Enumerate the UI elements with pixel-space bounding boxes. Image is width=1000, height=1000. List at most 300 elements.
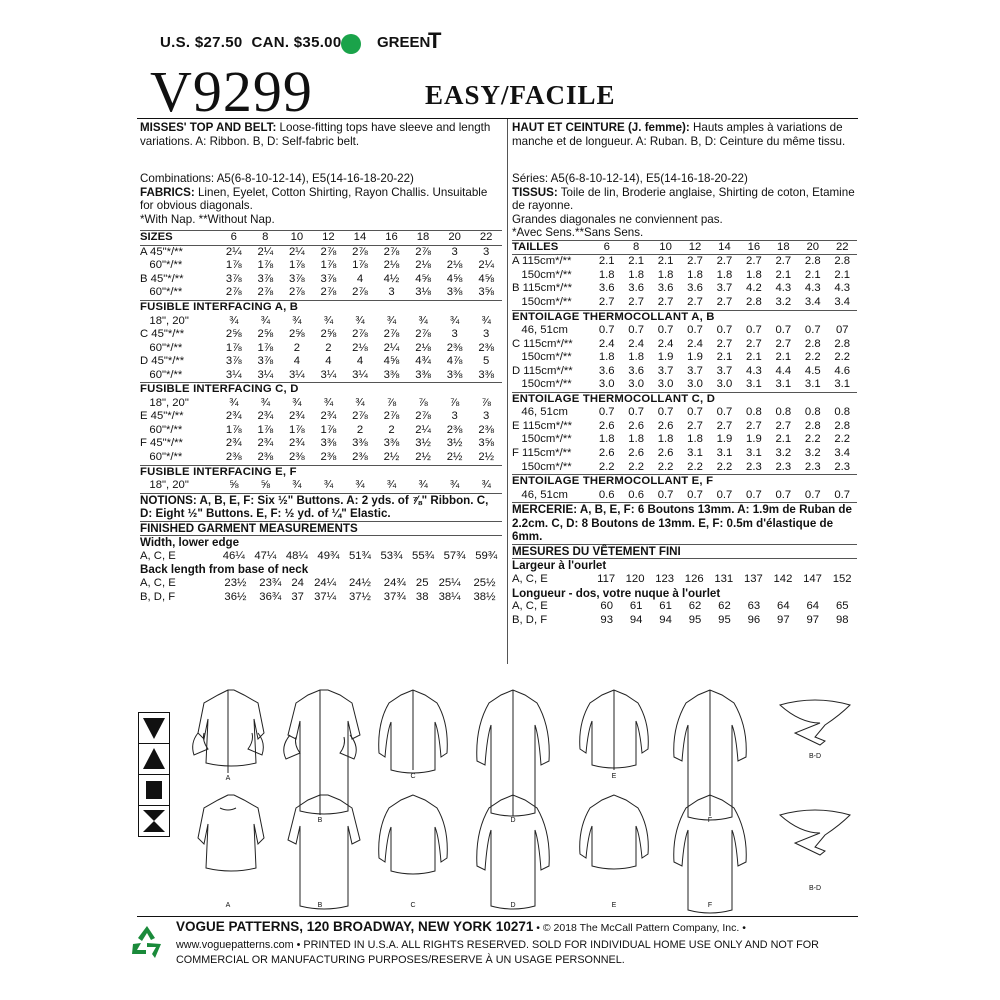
cell-value: ¾ [292, 396, 302, 409]
cell-value: 2.8 [834, 337, 851, 350]
cell-value: 2.7 [716, 419, 733, 432]
cell-value: 3⅞ [257, 272, 274, 285]
cell-value: 3.0 [598, 378, 615, 391]
row-label: 46, 51cm [512, 488, 568, 501]
row-label: 18", 20" [140, 314, 189, 327]
cell-value: 2⅛ [446, 259, 463, 272]
nap-note-fr: *Avec Sens.**Sans Sens. [512, 226, 644, 240]
table-row [512, 255, 857, 269]
cell-value: 97 [777, 613, 790, 626]
column-divider [507, 119, 508, 664]
cell-value: 4⅝ [478, 272, 495, 285]
cell-value: 3⅜ [383, 368, 400, 381]
width-title-fr: Largeur à l'ourlet [512, 559, 607, 573]
cell-value: 2½ [446, 451, 463, 464]
cell-value: 2.6 [628, 419, 645, 432]
view-a-back [198, 795, 264, 871]
width-table [140, 550, 502, 564]
table-row [512, 282, 857, 296]
cell-value: 3⅞ [225, 272, 242, 285]
cell-value: 1.8 [628, 433, 645, 446]
cell-value: ⅞ [449, 396, 460, 409]
row-label: 60"*/** [140, 368, 183, 381]
table-row [512, 351, 857, 365]
size-header: 20 [798, 240, 827, 255]
cell-value: 2⅞ [289, 286, 305, 299]
table-header [512, 240, 857, 255]
cell-value: 3.1 [746, 378, 762, 391]
cell-value: 2¾ [289, 437, 305, 450]
cell-value: 2.2 [804, 433, 821, 446]
english-column [140, 121, 502, 604]
row-label: C 45"*/** [140, 328, 185, 341]
view-label: D [510, 817, 516, 824]
header-label: SIZES [140, 231, 218, 246]
cell-value: 0.7 [716, 406, 733, 419]
cell-value: 3¼ [257, 368, 274, 381]
row-label: D 115cm*/** [512, 364, 573, 377]
yardage-table [140, 230, 502, 492]
cell-value: 4.6 [834, 364, 851, 377]
cell-value: 2⅛ [415, 341, 431, 354]
row-label: 60"*/** [140, 259, 183, 272]
table-row [512, 365, 857, 379]
cell-value: 4 [356, 355, 364, 368]
cell-value: 65 [835, 600, 849, 613]
cell-value: 2.2 [834, 351, 851, 364]
cell-value: 1.8 [598, 351, 615, 364]
cell-value: 94 [629, 613, 643, 626]
cell-value: 2.7 [775, 255, 792, 268]
cell-value: 4.5 [804, 364, 821, 377]
cell-value: 2.2 [657, 460, 674, 473]
cell-value: 4.4 [775, 364, 792, 377]
cell-value: 2¾ [257, 410, 274, 423]
cell-value: ¾ [418, 314, 428, 327]
cell-value: 24 [291, 576, 304, 589]
row-label: A 115cm*/** [512, 255, 572, 268]
cell-value: 3½ [446, 437, 463, 450]
description-title: MISSES' TOP AND BELT: [140, 121, 277, 134]
table-row [512, 406, 857, 420]
cell-value: 120 [625, 572, 645, 585]
cell-value: 3.6 [657, 282, 674, 295]
view-a-front [193, 690, 264, 773]
cell-value: 25¼ [438, 576, 461, 589]
section-row [512, 475, 857, 489]
view-b-back [288, 795, 360, 909]
cell-value: 137 [743, 572, 763, 585]
cell-value: ¾ [355, 314, 365, 327]
cell-value: 4.3 [834, 282, 851, 295]
cell-value: 1.8 [598, 433, 615, 446]
cell-value: 2⅞ [383, 245, 400, 258]
cell-value: 0.7 [804, 324, 821, 337]
cell-value: 2¾ [289, 410, 305, 423]
cell-value: 2.1 [834, 268, 851, 281]
cell-value: 2⅜ [352, 451, 368, 464]
cell-value: 2⅝ [320, 328, 337, 341]
cell-value: 2.7 [746, 337, 762, 350]
row-label: 60"*/** [140, 286, 183, 299]
publisher-line [176, 919, 746, 934]
row-label: 150cm*/** [512, 433, 572, 446]
cell-value: 123 [655, 572, 675, 585]
table-row [140, 355, 502, 369]
cell-value: 0.7 [598, 406, 615, 419]
cell-value: 152 [832, 572, 852, 585]
table-row [140, 273, 502, 287]
table-row [512, 461, 857, 475]
cell-value: 3.6 [598, 282, 615, 295]
back-length-title: Back length from base of neck [140, 563, 309, 577]
row-label: 60"*/** [140, 423, 183, 436]
cell-value: 2½ [478, 451, 495, 464]
cell-value: 63 [747, 600, 761, 613]
cell-value: 2.7 [687, 255, 703, 268]
table-header [140, 231, 502, 246]
cell-value: 1⅞ [320, 259, 337, 272]
row-label: B 45"*/** [140, 272, 184, 285]
row-label: E 45"*/** [140, 410, 184, 423]
cell-value: 2¼ [478, 259, 495, 272]
cell-value: 147 [803, 572, 822, 585]
french-column [512, 121, 857, 627]
cell-value: 2.1 [657, 255, 674, 268]
cell-value: 3⅜ [352, 437, 368, 450]
cell-value: 60 [600, 600, 613, 613]
cell-value: 2.4 [687, 337, 703, 350]
cell-value: 2¾ [225, 410, 242, 423]
cell-value: 2 [356, 423, 364, 436]
cell-value: 4.3 [746, 364, 762, 377]
cell-value: 2⅜ [320, 451, 337, 464]
row-label: F 45"*/** [140, 437, 183, 450]
table-row [512, 600, 857, 614]
cell-value: 4¾ [415, 355, 431, 368]
cell-value: 1⅞ [225, 259, 242, 272]
cell-value: 2⅜ [225, 451, 242, 464]
tissus-text: Toile de lin, Broderie anglaise, Shirting de coton, Etamine de rayonne. [512, 185, 855, 213]
cell-value: ¾ [229, 396, 239, 409]
row-label: 60"*/** [140, 451, 183, 464]
cell-value: 1⅞ [225, 423, 242, 436]
cell-value: 3.1 [687, 447, 703, 460]
table-row [140, 315, 502, 329]
table-row [140, 245, 502, 259]
cell-value: 2⅞ [352, 286, 368, 299]
color-dot [341, 34, 361, 54]
view-label: C [410, 773, 416, 780]
cell-value: 2¾ [225, 437, 242, 450]
description [140, 121, 502, 148]
section-row [512, 310, 857, 324]
table-row [140, 437, 502, 451]
cell-value: 3.2 [804, 447, 821, 460]
cell-value: 2.3 [834, 460, 851, 473]
cell-value: 3¼ [289, 368, 305, 381]
cell-value: 2 [325, 341, 332, 354]
nap-note: *With Nap. **Without Nap. [140, 212, 275, 226]
cell-value: 2.2 [834, 433, 851, 446]
size-header: 6 [218, 231, 250, 246]
section-title: ENTOILAGE THERMOCOLLANT A, B [512, 310, 857, 324]
cell-value: 3.0 [657, 378, 674, 391]
cell-value: ¾ [323, 314, 334, 327]
cell-value: 2.2 [804, 351, 821, 364]
description-fr-text: Hauts amples à variations de manche et de longueur. A: Ruban. B, D: Ceinture du même tissu. [512, 121, 846, 148]
cell-value: 3¼ [320, 368, 337, 381]
section-title: ENTOILAGE THERMOCOLLANT E, F [512, 475, 857, 489]
hourglass-icon [139, 806, 169, 836]
cell-value: 98 [835, 613, 849, 626]
size-header: 16 [376, 231, 408, 246]
table-row [140, 286, 502, 300]
recycle-icon [127, 924, 167, 962]
cell-value: 37 [291, 590, 304, 603]
cell-value: 2.1 [598, 255, 615, 268]
mercerie: MERCERIE: A, B, E, F: 6 Boutons 13mm. A: 1.9m de Ruban de 2.2cm. C, D: 8 Boutons de 13mm. E, F: 0.5m d'élastique de 6mm. [512, 503, 852, 544]
cell-value: 3 [483, 410, 490, 423]
size-header: 16 [739, 240, 768, 255]
cell-value: 2¼ [383, 341, 400, 354]
tissus-title: TISSUS: [512, 185, 558, 199]
cell-value: 07 [835, 324, 849, 337]
cell-value: ⅞ [481, 396, 491, 409]
cell-value: 3⅛ [415, 286, 431, 299]
cell-value: 2.7 [687, 419, 703, 432]
cell-value: 2.7 [628, 296, 645, 309]
row-label: B, D, F [512, 613, 548, 626]
cell-value: 2.6 [657, 419, 674, 432]
cell-value: 4⅞ [446, 355, 463, 368]
section-title: FUSIBLE INTERFACING C, D [140, 383, 502, 397]
cell-value: ¾ [386, 479, 397, 492]
back-length-table-fr [512, 600, 857, 627]
cell-value: 2¾ [320, 410, 337, 423]
cell-value: 3 [451, 410, 458, 423]
metrage-table [512, 240, 857, 502]
cell-value: ¾ [292, 479, 302, 492]
cell-value: 3 [451, 245, 458, 258]
view-belt-front [780, 700, 850, 745]
row-label: 18", 20" [140, 479, 189, 492]
row-label: E 115cm*/** [512, 419, 573, 432]
cell-value: 2.7 [746, 255, 762, 268]
cell-value: 1.8 [657, 268, 674, 281]
cell-value: 2⅜ [446, 423, 463, 436]
cell-value: 3.2 [775, 296, 792, 309]
cell-value: 3.0 [628, 378, 645, 391]
cell-value: 3⅜ [478, 368, 495, 381]
publisher-address: VOGUE PATTERNS, 120 BROADWAY, NEW YORK 10271 [176, 919, 534, 934]
cell-value: 3⅞ [257, 355, 274, 368]
cell-value: 2⅞ [415, 328, 431, 341]
cell-value: 1⅞ [257, 259, 274, 272]
cell-value: 47¼ [254, 549, 277, 562]
cell-value: 4.2 [746, 282, 762, 295]
table-row [140, 424, 502, 438]
cell-value: 0.7 [775, 324, 792, 337]
view-label: F [707, 902, 713, 909]
cell-value: ¾ [449, 314, 460, 327]
cell-value: 0.7 [834, 488, 851, 501]
view-label: C [410, 902, 416, 909]
cell-value: ⅝ [229, 479, 239, 492]
down-triangle-icon [139, 713, 169, 743]
cell-value: 2 [293, 341, 301, 354]
table-row [140, 342, 502, 356]
cell-value: 2.4 [657, 337, 674, 350]
section-row [140, 465, 502, 479]
price: U.S. $27.50 CAN. $35.00 [160, 34, 342, 51]
width-title: Width, lower edge [140, 536, 240, 550]
row-label: 150cm*/** [512, 268, 572, 281]
view-b-front [284, 690, 360, 815]
cell-value: 1.8 [628, 268, 645, 281]
cell-value: 64 [777, 600, 790, 613]
cell-value: 93 [600, 613, 613, 626]
finished-title-fr: MESURES DU VÊTEMENT FINI [512, 544, 681, 558]
description-fr-title: HAUT ET CEINTURE (J. femme): [512, 121, 690, 134]
fabrics-text: Linen, Eyelet, Cotton Shirting, Rayon Challis. Unsuitable for obvious diagonals. [140, 185, 488, 213]
color-label: GREEN [377, 34, 431, 51]
cell-value: 2¼ [225, 245, 242, 258]
cell-value: 1.8 [628, 351, 645, 364]
row-label: 46, 51cm [512, 324, 568, 337]
view-d-front [477, 690, 550, 816]
cell-value: 37¾ [383, 590, 406, 603]
cell-value: 2¼ [415, 423, 431, 436]
cell-value: 2.1 [775, 433, 792, 446]
view-label: E [611, 773, 617, 780]
cell-value: 3½ [415, 437, 431, 450]
cell-value: 37¼ [314, 590, 337, 603]
view-label: B-D [808, 753, 822, 760]
cell-value: 2⅞ [320, 286, 337, 299]
cell-value: 0.7 [775, 488, 792, 501]
cell-value: 2.6 [628, 447, 645, 460]
cell-value: 1⅞ [352, 259, 368, 272]
combinations: Combinations: A5(6-8-10-12-14), E5(14-16-18-20-22) [140, 172, 414, 186]
cell-value: ¾ [355, 396, 365, 409]
table-row [512, 296, 857, 310]
size-header: 22 [470, 231, 502, 246]
row-label: D 45"*/** [140, 355, 185, 368]
table-row [512, 324, 857, 338]
cell-value: 2⅞ [257, 286, 274, 299]
cell-value: 1.9 [657, 351, 674, 364]
cell-value: 1.9 [746, 433, 762, 446]
cell-value: 4.3 [775, 282, 792, 295]
cell-value: 2⅜ [257, 451, 274, 464]
row-label: 150cm*/** [512, 296, 572, 309]
cell-value: 4⅝ [415, 272, 431, 285]
cell-value: 2.2 [628, 460, 645, 473]
marker-hourglass [138, 805, 170, 837]
table-row [512, 378, 857, 392]
table-row [512, 489, 857, 503]
cell-value: 3.2 [775, 447, 792, 460]
row-label: 150cm*/** [512, 460, 572, 473]
cell-value: ¾ [229, 314, 239, 327]
view-label: D [510, 902, 516, 909]
cell-value: 2.1 [746, 351, 762, 364]
cell-value: 2.7 [716, 255, 733, 268]
cell-value: 0.7 [657, 406, 674, 419]
cell-value: 2⅞ [320, 245, 337, 258]
cell-value: 1⅞ [257, 423, 274, 436]
table-row [512, 614, 857, 628]
row-label: C 115cm*/** [512, 337, 573, 350]
cell-value: 61 [659, 600, 672, 613]
table-row [512, 269, 857, 283]
bottom-rule [137, 916, 858, 917]
section-title: FUSIBLE INTERFACING E, F [140, 465, 502, 479]
view-label: F [707, 817, 713, 824]
tissus [512, 186, 857, 213]
cell-value: ¾ [260, 314, 271, 327]
cell-value: 126 [684, 572, 704, 585]
section-title: ENTOILAGE THERMOCOLLANT C, D [512, 392, 857, 406]
cell-value: ¾ [481, 479, 491, 492]
cell-value: 0.7 [804, 488, 821, 501]
cell-value: 46¼ [222, 549, 245, 562]
cell-value: 62 [688, 600, 702, 613]
cell-value: 0.7 [628, 324, 645, 337]
width-table-fr [512, 573, 857, 587]
view-label: A [225, 902, 231, 909]
cell-value: 4 [325, 355, 332, 368]
view-label: A [225, 775, 231, 782]
table-row [512, 338, 857, 352]
cell-value: 2.4 [598, 337, 615, 350]
cell-value: 117 [597, 572, 616, 585]
size-header: 8 [621, 240, 650, 255]
cell-value: 64 [806, 600, 820, 613]
size-header: 18 [769, 240, 798, 255]
row-label: 60"*/** [140, 341, 183, 354]
row-label: A, C, E [512, 572, 548, 585]
cell-value: 24½ [348, 576, 371, 589]
cell-value: 3.6 [598, 364, 615, 377]
table-row [140, 550, 502, 564]
cell-value: 3⅝ [478, 437, 495, 450]
cell-value: 2¼ [257, 245, 274, 258]
cell-value: 2.7 [657, 296, 674, 309]
cell-value: 3.6 [628, 364, 645, 377]
table-row [140, 397, 502, 411]
cell-value: 3⅝ [478, 286, 495, 299]
cell-value: 38½ [473, 590, 496, 603]
row-label: A, C, E [512, 600, 548, 613]
table-row [140, 259, 502, 273]
cell-value: 0.7 [716, 488, 733, 501]
cell-value: 2⅜ [478, 423, 495, 436]
cell-value: 3 [388, 286, 395, 299]
cell-value: 3.7 [716, 364, 733, 377]
row-label: A, C, E [140, 549, 176, 562]
cell-value: 2.4 [628, 337, 645, 350]
cell-value: 0.7 [628, 406, 645, 419]
cell-value: 2.2 [687, 460, 703, 473]
view-c-front [379, 690, 448, 773]
cell-value: 2.1 [775, 268, 792, 281]
cell-value: 3.6 [628, 282, 645, 295]
table-row [140, 410, 502, 424]
cell-value: 3.1 [775, 378, 792, 391]
t-mark: T [428, 28, 442, 53]
